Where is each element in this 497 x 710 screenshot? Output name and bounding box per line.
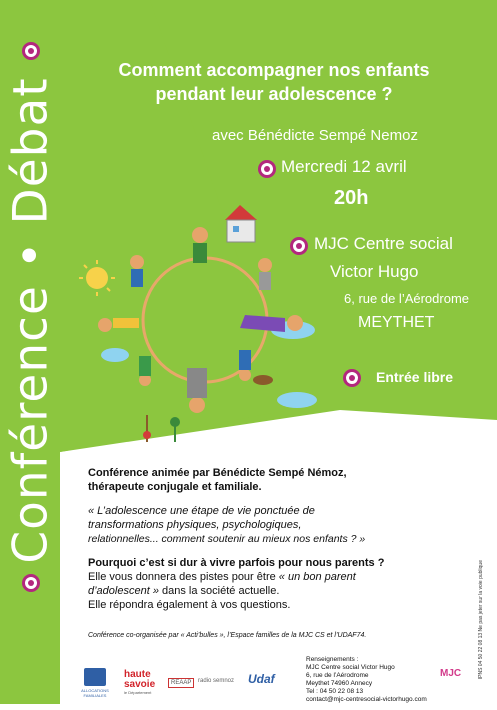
haute-savoie-line-1: haute [124,669,151,680]
quote-line-3: relationnelles... comment soutenir au mieux nos enfants ? » [88,533,366,545]
speaker: avec Bénédicte Sempé Nemoz [212,127,418,144]
intro-line-2: thérapeute conjugale et familiale. [88,481,262,493]
intro-line-1: Conférence animée par Bénédicte Sempé Némoz, [88,467,347,479]
info-line-2: 6, rue de l’Aérodrome [306,672,369,679]
target-icon [22,574,40,592]
answer-emphasis-1: « un bon parent [278,571,356,583]
entry-info: Entrée libre [376,369,454,385]
reaap-logo: REAAP [168,678,194,688]
udaf-logo: Udaf [248,672,275,686]
venue-line-1: MJC Centre social [314,234,453,253]
sidebar-title: Conférence • Débat [3,76,59,564]
venue-address: 6, rue de l’Aérodrome [344,291,470,306]
children-drawing [75,200,345,450]
side-note: IPNS 04 50 22 08 13 Ne pas jeter sur la voie publique [478,560,484,680]
answer-line-2 [88,585,279,597]
title-line-2: pendant leur adolescence ? [155,84,393,104]
info-line-3: Meythet 74960 Annecy [306,680,373,687]
answer-emphasis-2: d’adolescent » [88,585,159,597]
target-icon [22,42,40,60]
mjc-logo: MJC [440,668,462,679]
event-time: 20h [334,187,369,209]
info-line-1: MJC Centre social Victor Hugo [306,664,395,671]
target-icon [343,369,361,387]
quote-line-1: « L’adolescence une étape de vie ponctuée de [88,505,315,517]
co-organizers: Conférence co-organisée par « Acti’bulles », l’Espace familles de la MJC CS et l’UDAF74. [88,632,367,639]
target-icon [258,160,276,178]
venue-city: MEYTHET [358,314,435,331]
info-line-5: contact@mjc-centresocial-victorhugo.com [306,696,427,703]
info-title: Renseignements : [306,656,359,663]
caf-logo-text: ALLOCATIONS FAMILIALES [81,688,109,698]
caf-logo [72,668,118,698]
haute-savoie-line-2: savoie [124,679,156,690]
answer-text-1: Elle vous donnera des pistes pour être [88,571,279,583]
title-line-1: Comment accompagner nos enfants [118,60,430,80]
event-date: Mercredi 12 avril [281,157,407,176]
haute-savoie-line-3: le Département [124,690,152,695]
answer-line-3: Elle répondra également à vos questions. [88,599,291,611]
answer-text-2: dans la société actuelle. [158,585,280,597]
venue-line-2: Victor Hugo [330,262,419,281]
quote-line-2: transformations physiques, psychologiques, [88,519,302,531]
answer-line-1 [88,571,356,583]
question: Pourquoi c’est si dur à vivre parfois pour nous parents ? [88,557,385,569]
radio-semnoz-logo: radio semnoz [198,678,235,684]
info-line-4: Tel : 04 50 22 08 13 [306,688,364,695]
haute-savoie-logo [124,670,155,695]
